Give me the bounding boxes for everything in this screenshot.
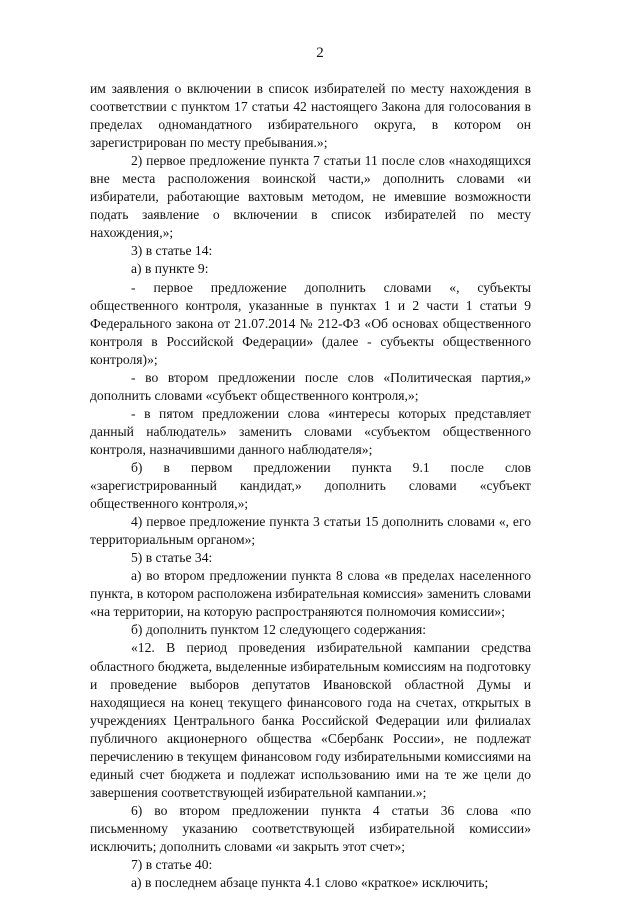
document-paragraph: им заявления о включении в список избирателей по месту нахождения в соответствии с пунктом 17 статьи 42 настоящего Закона для голосования в пределах одномандатного избирательного округа, в котором он зарегистрирован по месту пребывания.»;: [90, 81, 531, 151]
page-number: 2: [316, 45, 324, 61]
document-body: [90, 80, 531, 892]
document-paragraph: - в пятом предложении слова «интересы которых представляет данный наблюдатель» заменить словами «субъектом общественного контроля, назначившими данного наблюдателя»;: [90, 405, 531, 457]
document-paragraph: - во втором предложении после слов «Политическая партия,» дополнить словами «субъект общественного контроля,»;: [90, 369, 531, 403]
document-paragraph: 2) первое предложение пункта 7 статьи 11 после слов «находящихся вне места расположения воинской части,» дополнить словами «и избиратели, работающие вахтовым методом, не имевшие возможности подать заявление о включении в список избирателей по месту нахождения,»;: [90, 153, 531, 241]
document-paragraph: а) в последнем абзаце пункта 4.1 слово «краткое» исключить;: [131, 875, 489, 891]
document-paragraph: а) в пункте 9:: [131, 261, 209, 277]
document-paragraph: 3) в статье 14:: [131, 243, 213, 259]
document-paragraph: б) дополнить пунктом 12 следующего содержания:: [131, 622, 427, 638]
document-paragraph: 6) во втором предложении пункта 4 статьи 36 слова «по письменному указанию соответствующей избирательной комиссии» исключить; дополнить словами «и закрыть этот счет»;: [90, 802, 531, 854]
document-paragraph: 7) в статье 40:: [131, 857, 213, 873]
document-paragraph: 4) первое предложение пункта 3 статьи 15 дополнить словами «, его территориальным органом»;: [90, 514, 531, 548]
document-paragraph: «12. В период проведения избирательной кампании средства областного бюджета, выделенные избирательным комиссиям на подготовку и проведение выборов депутатов Ивановской областной Думы и находящиеся на конец текущего финансового года на счетах, открытых в учреждениях Центрального банка Российской Федерации или филиалах публичного акционерного общества «Сбербанк России», не подлежат перечислению в текущем финансовом году избирательными комиссиями на единый счет бюджета и подлежат использованию ими на те же цели до завершения соответствующей избирательной кампании.»;: [90, 640, 531, 800]
document-paragraph: - первое предложение дополнить словами «, субъекты общественного контроля, указанные в пунктах 1 и 2 части 1 статьи 9 Федерального закона от 21.07.2014 № 212-ФЗ «Об основах общественного контроля в Российской Федерации» (далее - субъекты общественного контроля)»;: [90, 279, 531, 367]
document-paragraph: а) во втором предложении пункта 8 слова «в пределах населенного пункта, в котором расположена избирательная комиссия» заменить словами «на территории, на которую распространяются полномочия комиссии»;: [90, 568, 531, 620]
document-paragraph: б) в первом предложении пункта 9.1 после слов «зарегистрированный кандидат,» дополнить словами «субъект общественного контроля,»;: [90, 459, 531, 512]
document-paragraph: 5) в статье 34:: [131, 550, 213, 566]
